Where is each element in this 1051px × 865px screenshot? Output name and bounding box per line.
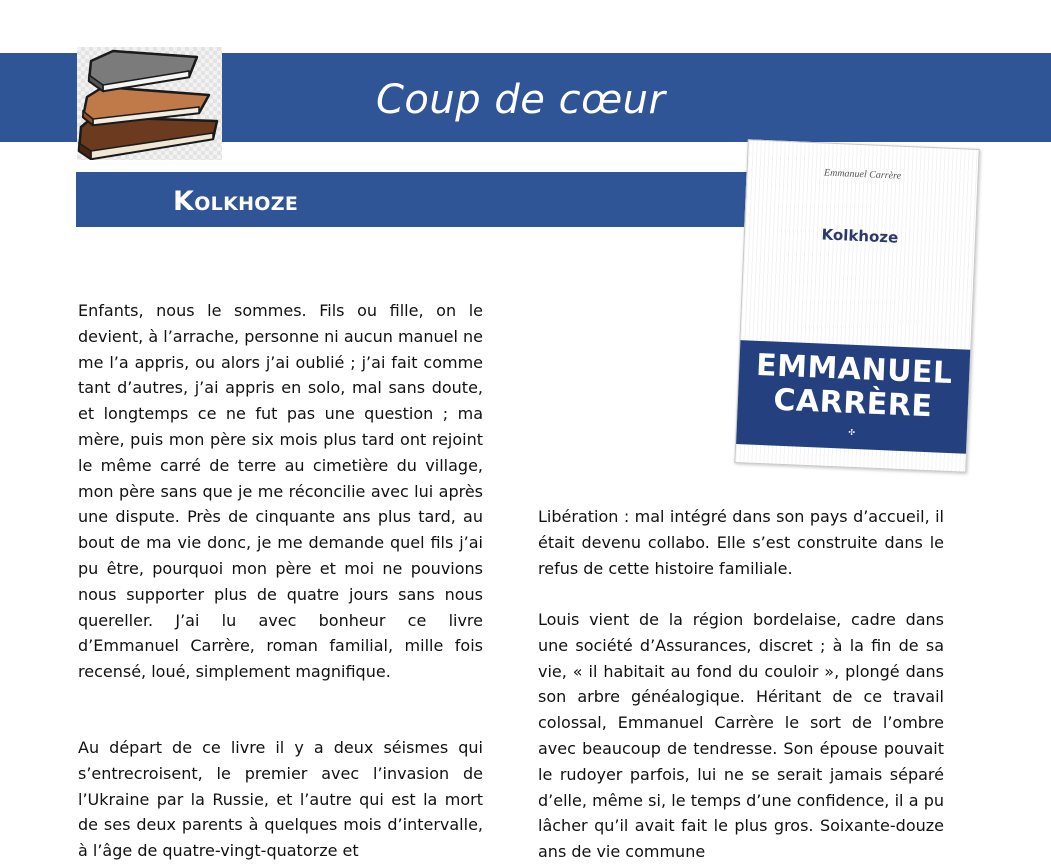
cover-title: Kolkhoze xyxy=(821,225,899,247)
publisher-logo-icon: ✣ xyxy=(848,427,856,438)
body-paragraph-1: Enfants, nous le sommes. Fils ou fille, on le devient, à l’arrache, personne ni aucun manuel ne me l’a appris, ou alors j’ai oublié ; j’ai fait comme tant d’autres, j’ai appris en solo, mal sans doute, et longtemps ce ne fut pas une question ; ma mère, puis mon père six mois plus tard ont rejoint le même carré de terre au cimetière du village, mon père sans que je me réconcilie avec lui après une dispute. Près de cinquante ans plus tard, au bout de ma vie donc, je me demande quel fils j’ai pu être, pourquoi mon père et moi ne pouvions nous supporter plus de quatre jours sans nous quereller. J’ai lu avec bonheur ce livre d’Emmanuel Carrère, roman familial, mille fois recensé, loué, simplement magnifique. xyxy=(78,301,483,682)
cover-band xyxy=(736,340,970,454)
body-paragraph-3: Libération : mal intégré dans son pays d’accueil, il était devenu collabo. Elle s’est construite dans le refus de cette histoire familiale. xyxy=(538,507,944,578)
cover-author-line1: EMMANUEL xyxy=(755,347,954,392)
body-paragraph-2: Au départ de ce livre il y a deux séismes qui s’entrecroisent, le premier avec l’invasion de l’Ukraine par la Russie, et l’autre qui est la mort de ses deux parents à quelques mois d’intervalle, à l’âge de quatre-vingt-quatorze et xyxy=(78,738,483,861)
page-title: Coup de cœur xyxy=(376,77,666,123)
book-cover-image xyxy=(734,139,979,472)
section-title: Kolkhoze xyxy=(173,186,299,217)
cover-author-line2: CARRÈRE xyxy=(772,382,934,425)
books-stack-icon xyxy=(77,47,222,160)
cover-author-small: Emmanuel Carrère xyxy=(823,167,902,182)
cover-author-name xyxy=(737,348,970,426)
body-paragraph-4: Louis vient de la région bordelaise, cadre dans une société d’Assurances, discret ; à la fin de sa vie, « il habitait au fond du couloir », plongé dans son arbre généalogique. Héritant de ce travail colossal, Emmanuel Carrère le sort de l’ombre avec beaucoup de tendresse. Son épouse pouvait le rudoyer parfois, lui ne se serait jamais séparé d’elle, même si, le temps d’une confidence, il a pu lâcher qu’il avait fait le plus gros. Soixante-douze ans de vie commune xyxy=(538,610,944,862)
